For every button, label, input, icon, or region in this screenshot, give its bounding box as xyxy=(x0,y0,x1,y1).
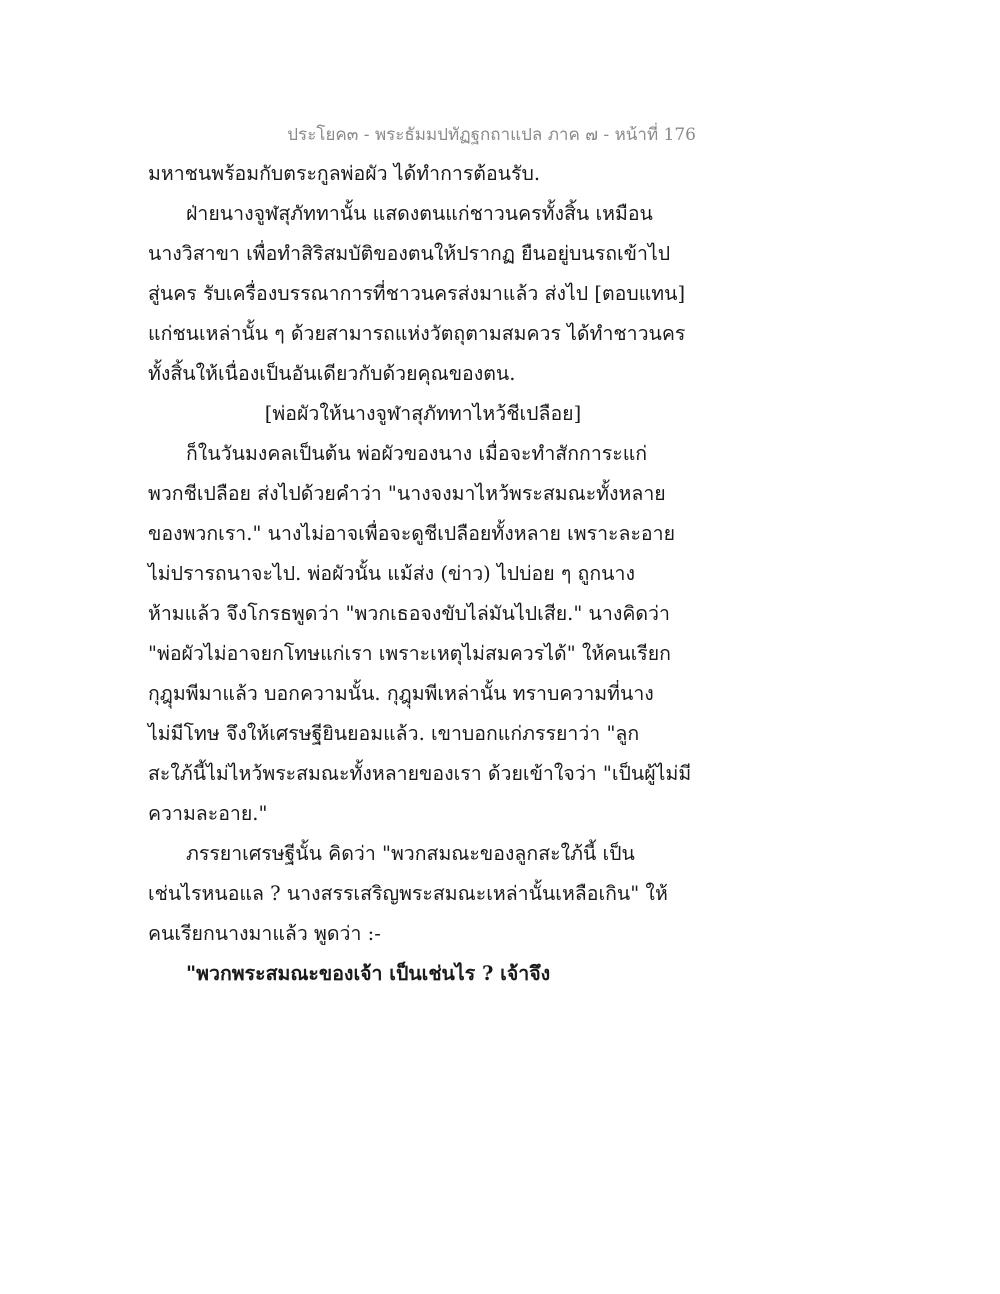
paragraph-line: แก่ชนเหล่านั้น ๆ ด้วยสามารถแห่งวัตถุตามสมควร ได้ทำชาวนคร xyxy=(148,322,686,345)
paragraph-line: พวกชีเปลือย ส่งไปด้วยคำว่า "นางจงมาไหว้พระสมณะทั้งหลาย xyxy=(148,482,666,505)
paragraph-line: เช่นไรหนอแล ? นางสรรเสริญพระสมณะเหล่านั้นเหลือเกิน" ให้ xyxy=(148,882,668,905)
paragraph-line: ห้ามแล้ว จึงโกรธพูดว่า "พวกเธอจงขับไล่มันไปเสีย." นางคิดว่า xyxy=(148,602,670,625)
paragraph-line: ก็ในวันมงคลเป็นต้น พ่อผัวของนาง เมื่อจะทำสักการะแก่ xyxy=(186,442,648,465)
paragraph-line: กุฎุมพีมาแล้ว บอกความนั้น. กุฎุมพีเหล่านั้น ทราบความที่นาง xyxy=(148,682,654,705)
paragraph-line: คนเรียกนางมาแล้ว พูดว่า :- xyxy=(148,922,381,945)
paragraph-line: ภรรยาเศรษฐีนั้น คิดว่า "พวกสมณะของลูกสะใภ้นี้ เป็น xyxy=(186,842,635,865)
paragraph-line: สู่นคร รับเครื่องบรรณาการที่ชาวนครส่งมาแล้ว ส่งไป [ตอบแทน] xyxy=(148,282,686,305)
running-header: ประโยค๓ - พระธัมมปทัฏฐกถาแปล ภาค ๗ - หน้าที่ 176 xyxy=(287,125,696,145)
paragraph-line: ทั้งสิ้นให้เนื่องเป็นอันเดียวกับด้วยคุณของตน. xyxy=(148,362,516,385)
section-heading: [พ่อผัวให้นางจูฬาสุภัททาไหว้ชีเปลือย] xyxy=(264,402,582,425)
paragraph-line: "พ่อผัวไม่อาจยกโทษแก่เรา เพราะเหตุไม่สมควรได้" ให้คนเรียก xyxy=(148,642,671,665)
verse-line: "พวกพระสมณะของเจ้า เป็นเช่นไร ? เจ้าจึง xyxy=(186,962,551,985)
paragraph-line: ฝ่ายนางจูฬสุภัททานั้น แสดงตนแก่ชาวนครทั้งสิ้น เหมือน xyxy=(186,202,653,225)
paragraph-line: มหาชนพร้อมกับตระกูลพ่อผัว ได้ทำการต้อนรับ. xyxy=(148,162,541,185)
paragraph-line: นางวิสาขา เพื่อทำสิริสมบัติของตนให้ปรากฏ ยืนอยู่บนรถเข้าไป xyxy=(148,242,671,265)
paragraph-line: สะใภ้นี้ไม่ไหว้พระสมณะทั้งหลายของเรา ด้วยเข้าใจว่า "เป็นผู้ไม่มี xyxy=(148,762,692,785)
paragraph-line: ไม่ปรารถนาจะไป. พ่อผัวนั้น แม้ส่ง (ข่าว) ไปบ่อย ๆ ถูกนาง xyxy=(148,562,635,585)
paragraph-line: ของพวกเรา." นางไม่อาจเพื่อจะดูชีเปลือยทั้งหลาย เพราะละอาย xyxy=(148,522,676,545)
paragraph-line: ความละอาย." xyxy=(148,802,268,825)
paragraph-line: ไม่มีโทษ จึงให้เศรษฐียินยอมแล้ว. เขาบอกแก่ภรรยาว่า "ลูก xyxy=(148,722,640,745)
